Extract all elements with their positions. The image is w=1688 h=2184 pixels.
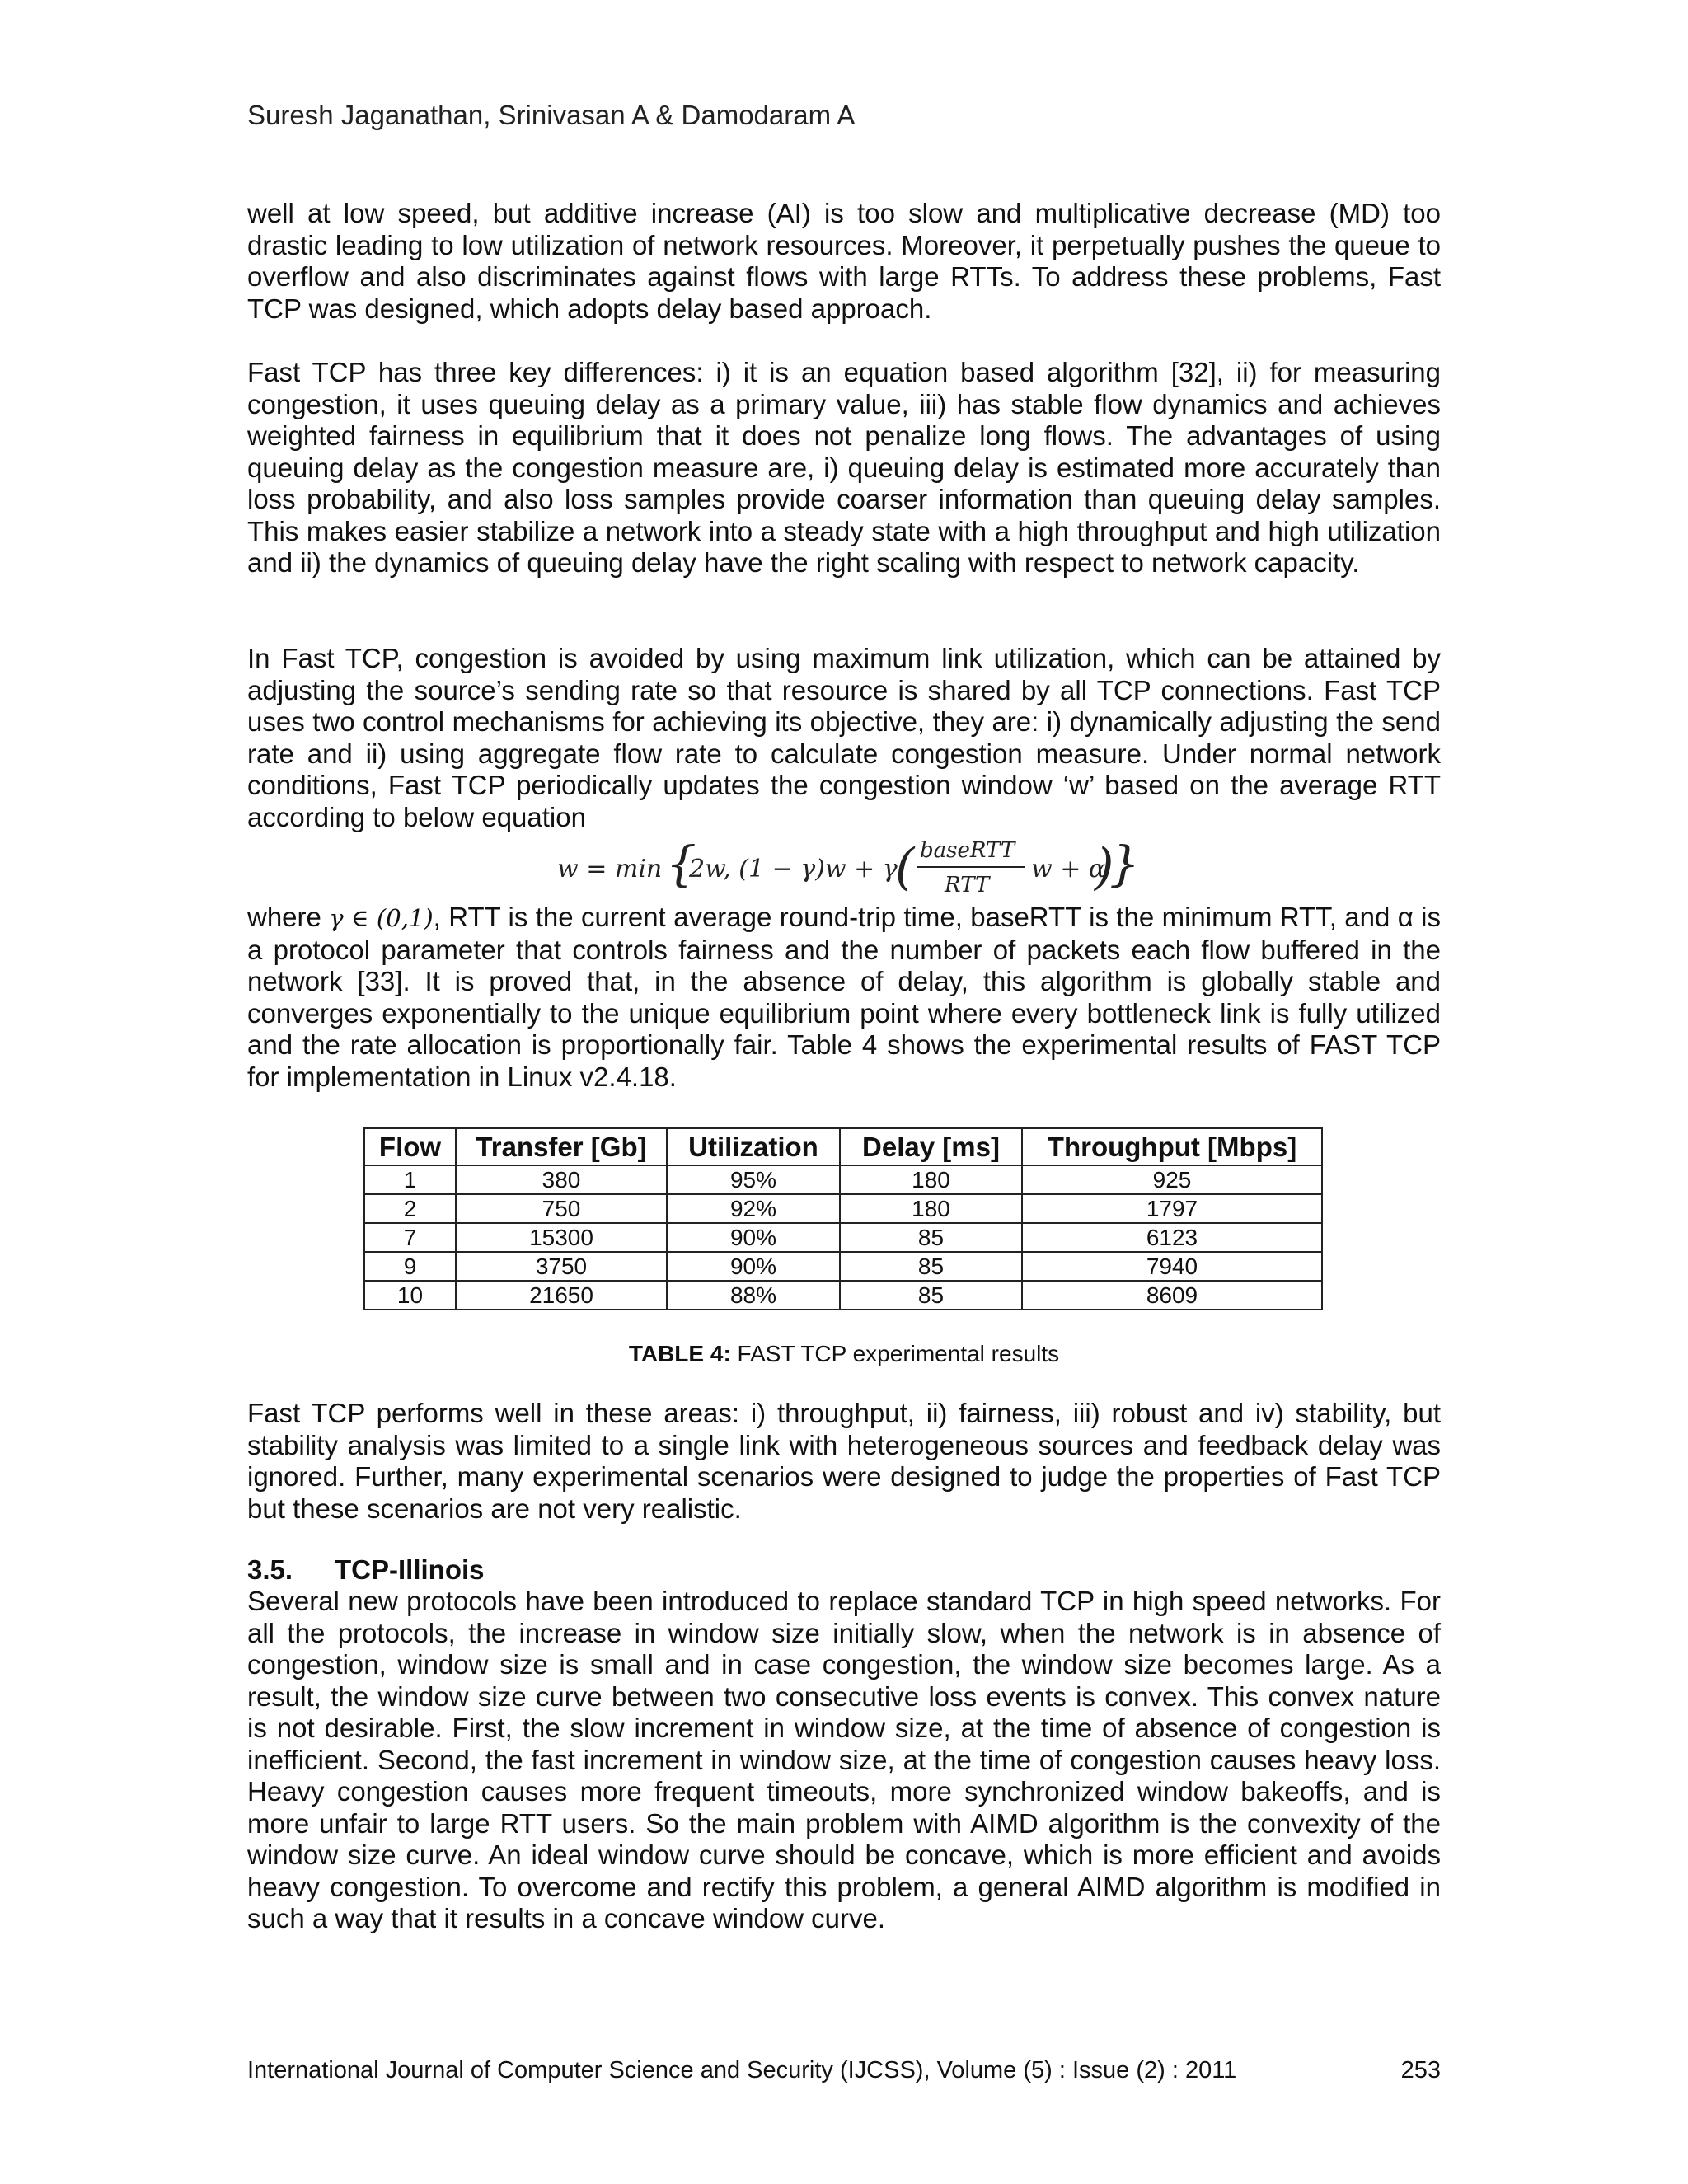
table-cell: 21650 [456,1281,667,1310]
table-cell: 95% [667,1165,840,1194]
equation-denominator: RTT [945,873,990,898]
table-cell: 180 [840,1165,1022,1194]
caption-label: TABLE 4: [628,1341,731,1366]
table-cell: 85 [840,1281,1022,1310]
table-cell: 1797 [1022,1194,1322,1223]
right-brace: } [1109,836,1140,892]
equation-numerator: baseRTT [920,838,1015,863]
left-paren: ( [895,838,915,896]
column-header: Delay [ms] [840,1128,1022,1165]
paragraph-text: Several new protocols have been introduced to replace standard TCP in high speed networks. For all the protocols, the increase in window size initially slow, when the network is in absence of congestion, window size is small and in case congestion, the window size becomes large. As a result, the window size curve between two consecutive loss events is convex. This convex nature is not desirable. First, the slow increment in window size, at the time of absence of congestion is inefficient. Second, the fast increment in window size, at the time of congestion causes heavy loss. Heavy congestion causes more frequent timeouts, more synchronized window bakeoffs, and is more unfair to large RTT users. So the main problem with AIMD algorithm is the convexity of the window size curve. An ideal window curve should be concave, which is more efficient and avoids heavy congestion. To overcome and rectify this problem, a general AIMD algorithm is modified in such a way that it results in a concave window curve. [247,1586,1441,1933]
table-cell: 925 [1022,1165,1322,1194]
column-header: Throughput [Mbps] [1022,1128,1322,1165]
paragraph-congestion-control [247,643,1441,833]
paragraph-text: well at low speed, but additive increase (AI) is too slow and multiplicative decrease (MD) too drastic leading to low utilization of network resources. Moreover, it perpetually pushes the queue to overflow and also discriminates against flows with large RTTs. To address these problems, Fast TCP was designed, which adopts delay based approach. [247,198,1441,324]
table-cell: 90% [667,1252,840,1281]
section-number: 3.5. [247,1554,293,1585]
table-cell: 380 [456,1165,667,1194]
page-footer [247,2055,1441,2085]
table-cell: 92% [667,1194,840,1223]
table-cell: 88% [667,1281,840,1310]
table-cell: 85 [840,1223,1022,1252]
paragraph-fast-tcp-differences [247,357,1441,579]
right-paren: ) [1095,838,1114,896]
table-row [364,1281,1322,1310]
equation-lhs: w = min [557,855,663,883]
results-table-wrapper [363,1127,1323,1310]
table-cell: 15300 [456,1223,667,1252]
paragraph-text: In Fast TCP, congestion is avoided by using maximum link utilization, which can be attained by adjusting the source’s sending rate so that resource is shared by all TCP connections. Fast TCP uses two control mechanisms for achieving its objective, they are: i) dynamically adjusting the send rate and ii) using aggregate flow rate to calculate congestion measure. Under normal network conditions, Fast TCP periodically updates the congestion window ‘w’ based on the average RTT according to below equation [247,643,1441,832]
caption-text: FAST TCP experimental results [730,1341,1060,1366]
table-row [364,1252,1322,1281]
table-cell: 7 [364,1223,456,1252]
equation-tail: w + α [1031,855,1106,883]
paragraph-tcp-illinois [247,1586,1441,1935]
table-cell: 90% [667,1223,840,1252]
column-header: Flow [364,1128,456,1165]
running-header: Suresh Jaganathan, Srinivasan A & Damodaram A [247,100,856,130]
column-header: Utilization [667,1128,840,1165]
table-caption [0,1339,1688,1369]
table-cell: 10 [364,1281,456,1310]
gamma-range-math: γ ∈ (0,1) [329,904,434,932]
table-cell: 2 [364,1194,456,1223]
table-cell: 85 [840,1252,1022,1281]
table-cell: 8609 [1022,1281,1322,1310]
left-brace: { [666,836,696,892]
where-rest: , RTT is the current average round-trip time, baseRTT is the minimum RTT, and α is a protocol parameter that controls fairness and the number of packets each flow buffered in the network [33]. It is proved that, in the absence of delay, this algorithm is globally stable and converges exponentially to the unique equilibrium point where every bottleneck link is fully utilized and the rate allocation is proportionally fair. Table 4 shows the experimental results of FAST TCP for implementation in Linux v2.4.18. [247,902,1441,1092]
section-heading [247,1554,485,1586]
journal-citation: International Journal of Computer Science and Security (IJCSS), Volume (5) : Issue (2) : 2011 [247,2057,1237,2083]
table-cell: 1 [364,1165,456,1194]
equation-term: 2w, (1 − γ)w + γ [689,855,898,883]
paragraph-intro-continued [247,198,1441,325]
paragraph-text [247,902,1441,1093]
paragraph-text: Fast TCP performs well in these areas: i) throughput, ii) fairness, iii) robust and iv) stability, but stability analysis was limited to a single link with heterogeneous sources and feedback delay was ignored. Further, many experimental scenarios were designed to judge the properties of Fast TCP but these scenarios are not very realistic. [247,1398,1441,1524]
table-cell: 9 [364,1252,456,1281]
table-cell: 180 [840,1194,1022,1223]
fast-tcp-results-table [363,1127,1323,1310]
table-row [364,1194,1322,1223]
table-header-row [364,1128,1322,1165]
paragraph-fast-tcp-performance [247,1398,1441,1525]
section-title: TCP-Illinois [335,1554,485,1585]
paragraph-text: Fast TCP has three key differences: i) it is an equation based algorithm [32], ii) for measuring congestion, it uses queuing delay as a primary value, iii) has stable flow dynamics and achieves weighted fairness in equilibrium that it does not penalize long flows. The advantages of using queuing delay as the congestion measure are, i) queuing delay is estimated more accurately than loss probability, and also loss samples provide coarser information than queuing delay samples. This makes easier stabilize a network into a steady state with a high throughput and high utilization and ii) the dynamics of queuing delay have the right scaling with respect to network capacity. [247,357,1441,578]
table-cell: 3750 [456,1252,667,1281]
column-header: Transfer [Gb] [456,1128,667,1165]
paragraph-where-clause [247,902,1441,1093]
table-cell: 6123 [1022,1223,1322,1252]
where-prefix: where [247,902,330,932]
page-number: 253 [1400,2057,1441,2083]
table-cell: 750 [456,1194,667,1223]
table-cell: 7940 [1022,1252,1322,1281]
table-row [364,1223,1322,1252]
window-update-equation [557,829,1140,903]
table-row [364,1165,1322,1194]
